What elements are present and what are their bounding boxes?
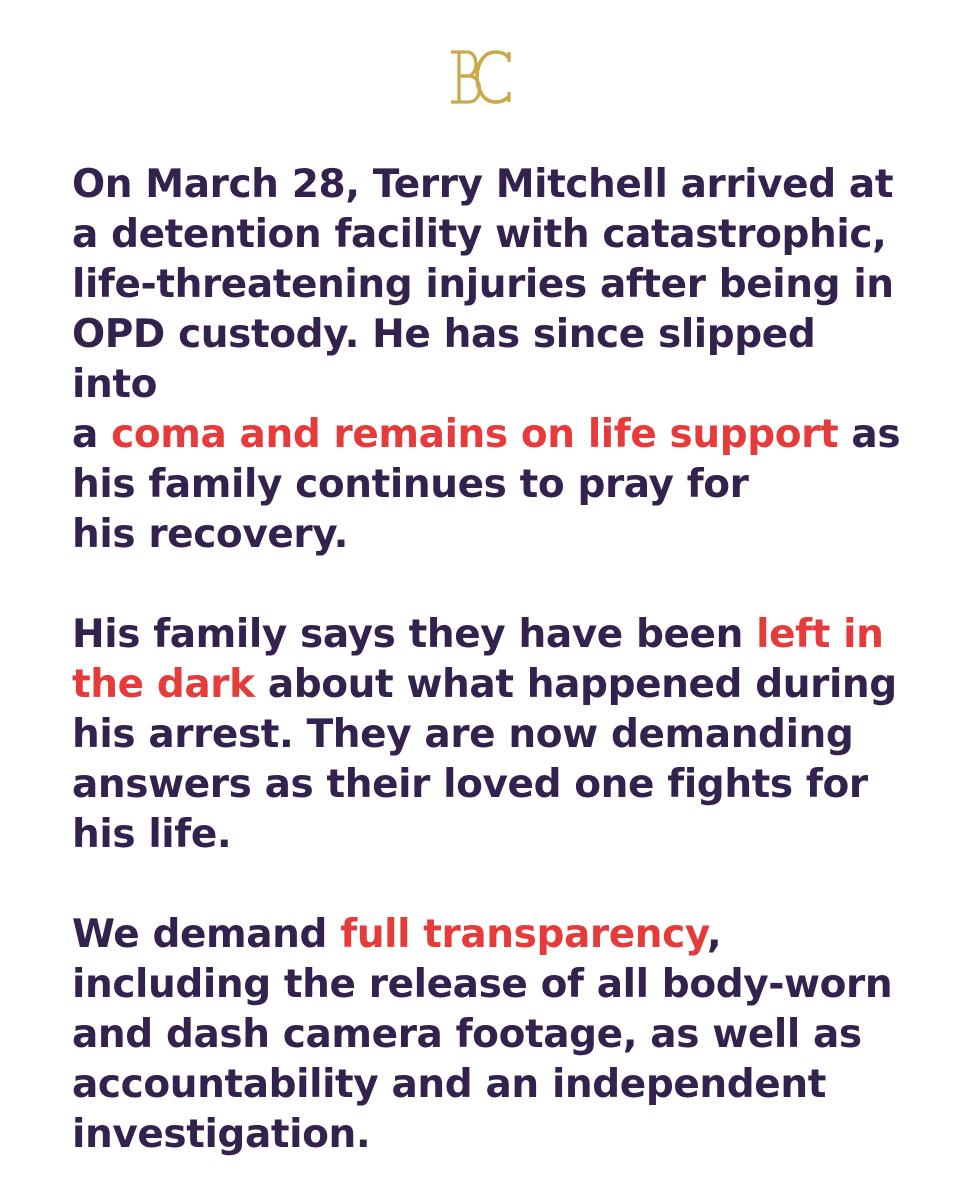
text-line: his recovery.: [72, 512, 349, 557]
paragraph-3: [72, 910, 902, 1160]
text-line: his family continues to pray for: [72, 462, 749, 507]
text-line: investigation.: [72, 1112, 371, 1157]
text-line: On March 28, Terry Mitchell arrived at: [72, 162, 894, 207]
text-line: OPD custody. He has since slipped into: [72, 312, 816, 407]
text-line: accountability and an independent: [72, 1062, 826, 1107]
text-line: life-threatening injuries after being in: [72, 262, 894, 307]
text-line: a: [72, 412, 112, 457]
highlight-the-dark: the dark: [72, 662, 255, 707]
text-line: answers as their loved one fights for: [72, 762, 868, 807]
paragraph-2: [72, 610, 902, 860]
monogram-logo: [445, 46, 517, 108]
text-line: his arrest. They are now demanding: [72, 712, 854, 757]
text-line: His family says they have been: [72, 612, 757, 657]
statement-text: [72, 160, 902, 1160]
paragraph-1: [72, 160, 902, 560]
highlight-coma-life-support: coma and remains on life support: [111, 412, 839, 457]
text-line: his life.: [72, 812, 232, 857]
text-line: a detention facility with catastrophic,: [72, 212, 887, 257]
text-line: We demand: [72, 912, 341, 957]
text-line: and dash camera footage, as well as: [72, 1012, 862, 1057]
text-line: including the release of all body-worn: [72, 962, 893, 1007]
text-line: about what happened during: [254, 662, 897, 707]
highlight-left-in: left in: [756, 612, 884, 657]
highlight-full-transparency: full transparency: [340, 912, 707, 957]
text-line: ,: [706, 912, 722, 957]
text-line: as: [838, 412, 901, 457]
